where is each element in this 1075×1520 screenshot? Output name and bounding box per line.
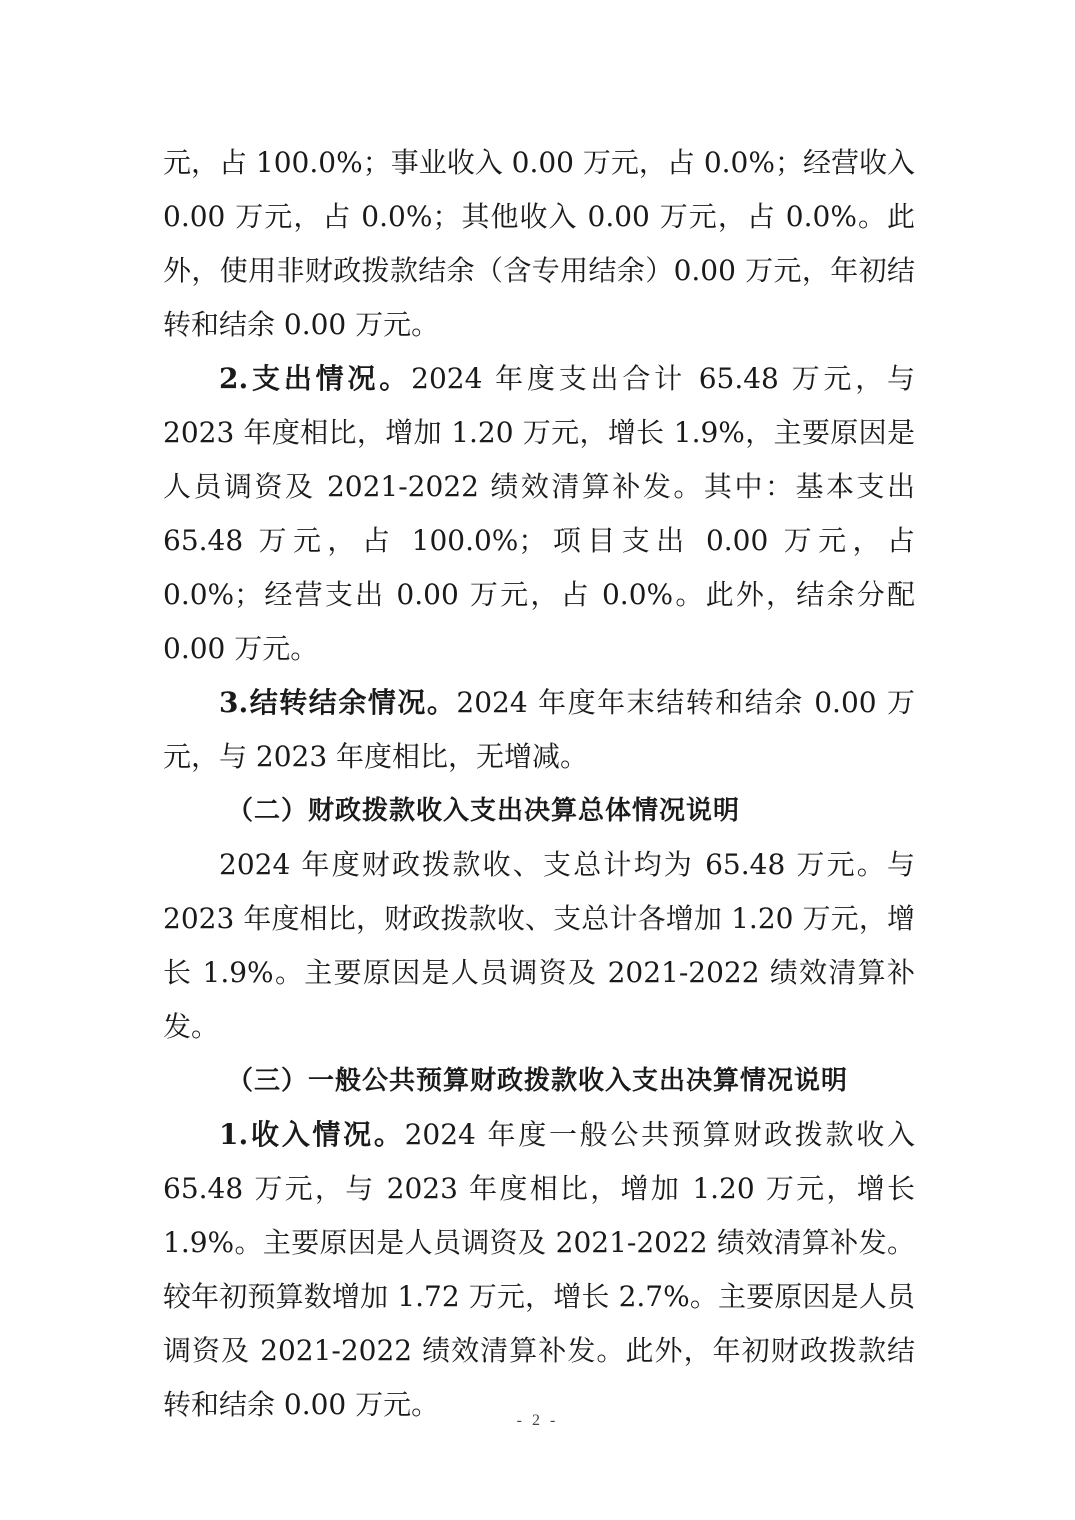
paragraph-income-continued xyxy=(163,136,915,352)
paragraph-fiscal-total xyxy=(163,838,915,1054)
document-body xyxy=(163,136,915,1432)
paragraph-carryover xyxy=(163,676,915,784)
paragraph-lead-carryover: 3.结转结余情况。 xyxy=(219,686,457,719)
section-heading-general-budget: （三）一般公共预算财政拨款收入支出决算情况说明 xyxy=(227,1066,849,1096)
section-heading-fiscal-total: （二）财政拨款收入支出决算总体情况说明 xyxy=(227,796,741,826)
paragraph-text: 2024 年度支出合计 65.48 万元，与 2023 年度相比，增加 1.20 万元，增长 1.9%，主要原因是人员调资及 2021-2022 绩效清算补发。其中：基本支出 65.48 万元，占 100.0%；项目支出 0.00 万元，占 0.0%；经营支出 0.00 万元，占 0.0%。此外，结余分配 0.00 万元。 xyxy=(163,362,916,665)
paragraph-text: 2024 年度财政拨款收、支总计均为 65.48 万元。与 2023 年度相比，财政拨款收、支总计各增加 1.20 万元，增长 1.9%。主要原因是人员调资及 2021-2022 绩效清算补发。 xyxy=(163,848,915,1043)
paragraph-expenditure xyxy=(163,352,915,676)
page-number: - 2 - xyxy=(516,1412,559,1429)
paragraph-lead-expenditure: 2.支出情况。 xyxy=(219,362,412,395)
paragraph-text: 元，占 100.0%；事业收入 0.00 万元，占 0.0%；经营收入 0.00 万元，占 0.0%；其他收入 0.00 万元，占 0.0%。此外，使用非财政拨款结余（含专用结余）0.00 万元，年初结转和结余 0.00 万元。 xyxy=(163,146,915,341)
paragraph-income xyxy=(163,1108,915,1432)
paragraph-lead-income: 1.收入情况。 xyxy=(219,1118,405,1151)
paragraph-text: 2024 年度年末结转和结余 0.00 万元，与 2023 年度相比，无增减。 xyxy=(163,686,915,773)
paragraph-text: 2024 年度一般公共预算财政拨款收入 65.48 万元，与 2023 年度相比，增加 1.20 万元，增长 1.9%。主要原因是人员调资及 2021-2022 绩效清算补发。较年初预算数增加 1.72 万元，增长 2.7%。主要原因是人员调资及 2021-2022 绩效清算补发。此外，年初财政拨款结转和结余 0.00 万元。 xyxy=(163,1118,915,1421)
